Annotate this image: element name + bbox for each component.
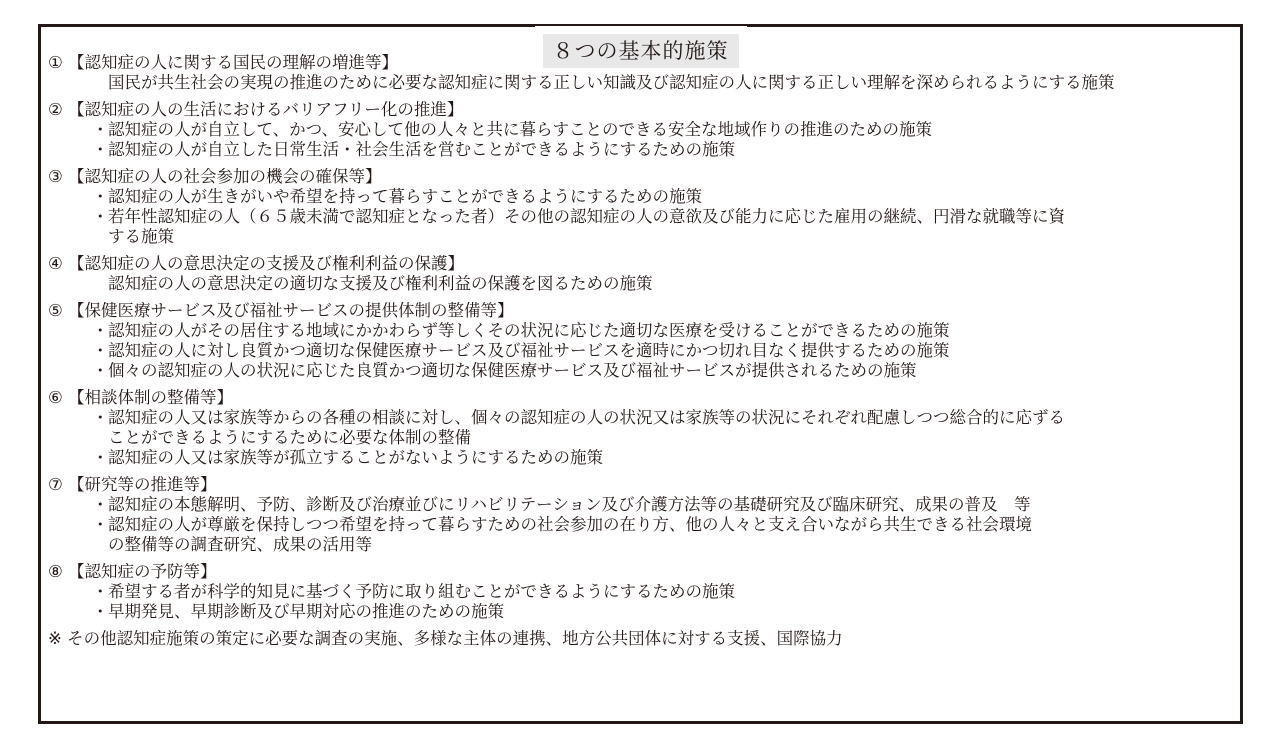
section-heading (48, 53, 1248, 73)
bullet-text: 認知症の人又は家族等からの各種の相談に対し、個々の認知症の人の状況又は家族等の状況にそれぞれ配慮しつつ総合的に応ずる ことができるようにするために必要な体制の整備 (108, 408, 1065, 447)
bullet-item (48, 140, 1248, 160)
policy-section (48, 254, 1248, 294)
page-title: ８つの基本的施策 (543, 34, 739, 68)
policy-section (48, 53, 1248, 93)
bullet-mark: ・ (92, 602, 109, 621)
bullet-item (48, 187, 1248, 207)
bullet-mark: ・ (92, 321, 109, 340)
section-heading-text: 【認知症の予防等】 (68, 562, 217, 581)
bullet-text: 認知症の人がその居住する地域にかかわらず等しくその状況に応じた適切な医療を受けることができるための施策 (108, 321, 950, 340)
section-number: ⑦ (48, 475, 63, 494)
policy-section (48, 167, 1248, 247)
bullet-text: 希望する者が科学的知見に基づく予防に取り組むことができるようにするための施策 (108, 582, 735, 601)
section-heading-text: 【認知症の人の生活におけるバリアフリー化の推進】 (68, 100, 464, 119)
bullet-text: 認知症の人が自立して、かつ、安心して他の人々と共に暮らすことのできる安全な地域作りの推進のための施策 (108, 120, 933, 139)
section-number: ⑥ (48, 388, 63, 407)
section-heading-text: 【研究等の推進等】 (68, 475, 217, 494)
bullet-text: 早期発見、早期診断及び早期対応の推進のための施策 (108, 602, 504, 621)
bullet-text: 認知症の人に対し良質かつ適切な保健医療サービス及び福祉サービスを適時にかつ切れ目なく提供するための施策 (108, 341, 950, 360)
policy-section (48, 100, 1248, 160)
section-heading-text: 【保健医療サービス及び福祉サービスの提供体制の整備等】 (68, 301, 514, 320)
bullet-mark: ・ (92, 495, 109, 514)
section-heading (48, 475, 1248, 495)
policy-section (48, 388, 1248, 468)
bullet-item (48, 448, 1248, 468)
bullet-mark: ・ (92, 120, 109, 139)
bullet-mark: ・ (92, 341, 109, 360)
bullet-mark: ・ (92, 187, 109, 206)
section-number: ② (48, 100, 63, 119)
section-heading (48, 301, 1248, 321)
policy-list (48, 53, 1248, 649)
bullet-item (48, 602, 1248, 622)
bullet-item (48, 582, 1248, 602)
bullet-mark: ・ (92, 408, 109, 427)
bullet-mark: ・ (92, 361, 109, 380)
bullet-text: 個々の認知症の人の状況に応じた良質かつ適切な保健医療サービス及び福祉サービスが提供されるための施策 (108, 361, 917, 380)
bullet-item (48, 341, 1248, 361)
bullet-text: 若年性認知症の人（６５歳未満で認知症となった者）その他の認知症の人の意欲及び能力に応じた雇用の継続、円滑な就職等に資 する施策 (108, 207, 1065, 246)
footnote: ※ その他認知症施策の策定に必要な調査の実施、多様な主体の連携、地方公共団体に対する支援、国際協力 (48, 629, 843, 648)
section-heading-text: 【相談体制の整備等】 (68, 388, 233, 407)
policy-section (48, 562, 1248, 622)
bullet-item (48, 495, 1248, 515)
section-number: ⑧ (48, 562, 63, 581)
bullet-item (48, 120, 1248, 140)
section-description: 認知症の人の意思決定の適切な支援及び権利利益の保護を図るための施策 (108, 274, 653, 293)
bullet-mark: ・ (92, 448, 109, 467)
section-description: 国民が共生社会の実現の推進のために必要な認知症に関する正しい知識及び認知症の人に関する正しい理解を深められるようにする施策 (108, 73, 1115, 92)
bullet-mark: ・ (92, 582, 109, 601)
section-number: ① (48, 53, 63, 72)
bullet-item (48, 207, 1248, 247)
bullet-mark: ・ (92, 207, 109, 226)
section-number: ④ (48, 254, 63, 273)
bullet-text: 認知症の人が尊厳を保持しつつ希望を持って暮らすための社会参加の在り方、他の人々と支え合いながら共生できる社会環境 の整備等の調査研究、成果の活用等 (108, 515, 1032, 554)
section-heading-text: 【認知症の人の社会参加の機会の確保等】 (68, 167, 382, 186)
bullet-text: 認知症の人又は家族等が孤立することがないようにするための施策 (108, 448, 603, 467)
section-heading (48, 167, 1248, 187)
bullet-mark: ・ (92, 515, 109, 534)
bullet-text: 認知症の本態解明、予防、診断及び治療並びにリハビリテーション及び介護方法等の基礎研究及び臨床研究、成果の普及 等 (108, 495, 1031, 514)
section-heading-text: 【認知症の人の意思決定の支援及び権利利益の保護】 (68, 254, 464, 273)
bullet-mark: ・ (92, 140, 109, 159)
section-heading (48, 388, 1248, 408)
policy-section (48, 475, 1248, 555)
section-heading-text: 【認知症の人に関する国民の理解の増進等】 (68, 53, 398, 72)
section-heading (48, 100, 1248, 120)
section-heading (48, 254, 1248, 274)
section-number: ⑤ (48, 301, 63, 320)
policy-section (48, 301, 1248, 381)
section-heading (48, 562, 1248, 582)
section-number: ③ (48, 167, 63, 186)
bullet-item (48, 515, 1248, 555)
bullet-text: 認知症の人が自立した日常生活・社会生活を営むことができるようにするための施策 (108, 140, 735, 159)
bullet-item (48, 408, 1248, 448)
bullet-item (48, 321, 1248, 341)
bullet-item (48, 361, 1248, 381)
bullet-text: 認知症の人が生きがいや希望を持って暮らすことができるようにするための施策 (108, 187, 702, 206)
